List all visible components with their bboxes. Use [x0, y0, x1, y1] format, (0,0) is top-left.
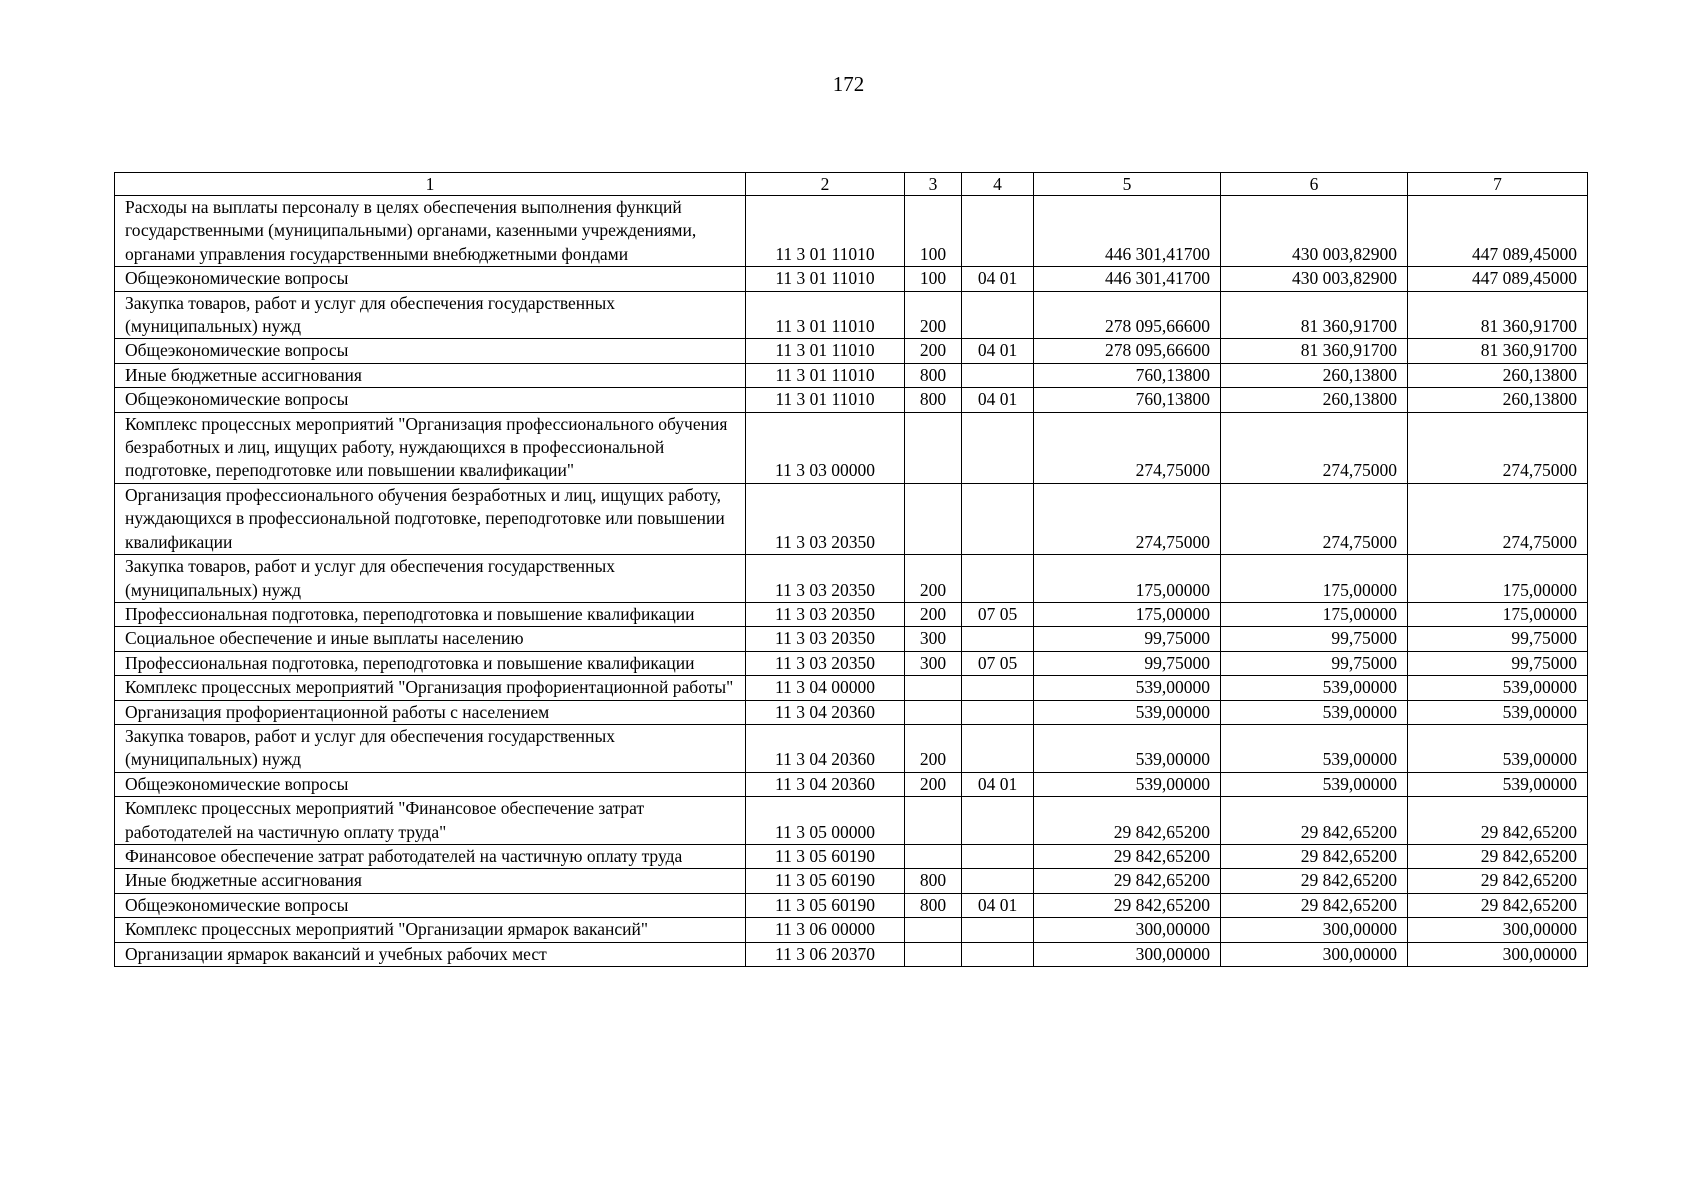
amount-col5-cell: 99,75000: [1034, 651, 1221, 675]
expense-type-cell: 200: [905, 339, 962, 363]
item-name-cell: Иные бюджетные ассигнования: [115, 363, 746, 387]
section-cell: [962, 797, 1034, 845]
amount-col5-cell: 274,75000: [1034, 412, 1221, 483]
table-row: [115, 363, 1588, 387]
item-name-cell: Закупка товаров, работ и услуг для обеспечения государственных (муниципальных) нужд: [115, 724, 746, 772]
amount-col7-cell: 300,00000: [1408, 918, 1588, 942]
amount-col6-cell: 29 842,65200: [1221, 869, 1408, 893]
table-row: [115, 483, 1588, 554]
expense-type-cell: [905, 412, 962, 483]
table-row: [115, 339, 1588, 363]
table-row: [115, 651, 1588, 675]
item-name-cell: Общеэкономические вопросы: [115, 339, 746, 363]
target-article-cell: 11 3 01 11010: [746, 196, 905, 267]
item-name-cell: Иные бюджетные ассигнования: [115, 869, 746, 893]
amount-col5-cell: 539,00000: [1034, 772, 1221, 796]
amount-col7-cell: 274,75000: [1408, 412, 1588, 483]
amount-col7-cell: 81 360,91700: [1408, 339, 1588, 363]
section-cell: [962, 412, 1034, 483]
amount-col6-cell: 300,00000: [1221, 918, 1408, 942]
table-row: [115, 772, 1588, 796]
item-name-cell: Расходы на выплаты персоналу в целях обеспечения выполнения функций государственными (муниципальными) органами, казенными учреждениями, органами управления государственными внебюджетными фондами: [115, 196, 746, 267]
amount-col6-cell: 539,00000: [1221, 676, 1408, 700]
expense-type-cell: 200: [905, 602, 962, 626]
item-name-cell: Общеэкономические вопросы: [115, 772, 746, 796]
section-cell: [962, 844, 1034, 868]
amount-col7-cell: 260,13800: [1408, 388, 1588, 412]
item-name-cell: Комплекс процессных мероприятий "Организация профориентационной работы": [115, 676, 746, 700]
item-name-cell: Закупка товаров, работ и услуг для обеспечения государственных (муниципальных) нужд: [115, 555, 746, 603]
amount-col5-cell: 274,75000: [1034, 483, 1221, 554]
table-row: [115, 291, 1588, 339]
amount-col6-cell: 300,00000: [1221, 942, 1408, 966]
amount-col5-cell: 29 842,65200: [1034, 844, 1221, 868]
section-cell: [962, 724, 1034, 772]
amount-col5-cell: 300,00000: [1034, 942, 1221, 966]
table-row: [115, 869, 1588, 893]
amount-col7-cell: 274,75000: [1408, 483, 1588, 554]
amount-col5-cell: 446 301,41700: [1034, 267, 1221, 291]
expense-type-cell: 100: [905, 267, 962, 291]
header-cell: 5: [1034, 173, 1221, 196]
item-name-cell: Профессиональная подготовка, переподготовка и повышение квалификации: [115, 651, 746, 675]
amount-col6-cell: 99,75000: [1221, 651, 1408, 675]
amount-col6-cell: 430 003,82900: [1221, 267, 1408, 291]
section-cell: [962, 627, 1034, 651]
target-article-cell: 11 3 03 20350: [746, 627, 905, 651]
target-article-cell: 11 3 01 11010: [746, 388, 905, 412]
section-cell: 04 01: [962, 893, 1034, 917]
amount-col7-cell: 447 089,45000: [1408, 196, 1588, 267]
expense-type-cell: 200: [905, 291, 962, 339]
expense-type-cell: [905, 942, 962, 966]
expense-type-cell: [905, 700, 962, 724]
target-article-cell: 11 3 04 20360: [746, 772, 905, 796]
table-row: [115, 918, 1588, 942]
amount-col5-cell: 29 842,65200: [1034, 797, 1221, 845]
target-article-cell: 11 3 01 11010: [746, 267, 905, 291]
item-name-cell: Комплекс процессных мероприятий "Организации ярмарок вакансий": [115, 918, 746, 942]
amount-col7-cell: 81 360,91700: [1408, 291, 1588, 339]
section-cell: [962, 555, 1034, 603]
section-cell: [962, 363, 1034, 387]
expense-type-cell: 300: [905, 651, 962, 675]
amount-col6-cell: 539,00000: [1221, 724, 1408, 772]
amount-col7-cell: 175,00000: [1408, 555, 1588, 603]
amount-col6-cell: 539,00000: [1221, 772, 1408, 796]
target-article-cell: 11 3 05 60190: [746, 869, 905, 893]
amount-col5-cell: 539,00000: [1034, 676, 1221, 700]
header-row: [115, 173, 1588, 196]
amount-col5-cell: 175,00000: [1034, 602, 1221, 626]
amount-col7-cell: 99,75000: [1408, 627, 1588, 651]
section-cell: 04 01: [962, 267, 1034, 291]
target-article-cell: 11 3 03 00000: [746, 412, 905, 483]
target-article-cell: 11 3 03 20350: [746, 555, 905, 603]
amount-col7-cell: 29 842,65200: [1408, 844, 1588, 868]
section-cell: [962, 700, 1034, 724]
amount-col7-cell: 260,13800: [1408, 363, 1588, 387]
amount-col7-cell: 300,00000: [1408, 942, 1588, 966]
section-cell: 07 05: [962, 602, 1034, 626]
expense-type-cell: 800: [905, 363, 962, 387]
header-cell: 4: [962, 173, 1034, 196]
target-article-cell: 11 3 06 00000: [746, 918, 905, 942]
item-name-cell: Организация профориентационной работы с населением: [115, 700, 746, 724]
target-article-cell: 11 3 01 11010: [746, 291, 905, 339]
item-name-cell: Общеэкономические вопросы: [115, 388, 746, 412]
expense-type-cell: 300: [905, 627, 962, 651]
expense-type-cell: 200: [905, 724, 962, 772]
target-article-cell: 11 3 03 20350: [746, 483, 905, 554]
item-name-cell: Общеэкономические вопросы: [115, 267, 746, 291]
budget-table: [114, 172, 1588, 967]
section-cell: [962, 918, 1034, 942]
amount-col5-cell: 175,00000: [1034, 555, 1221, 603]
table-row: [115, 700, 1588, 724]
amount-col6-cell: 274,75000: [1221, 483, 1408, 554]
amount-col6-cell: 274,75000: [1221, 412, 1408, 483]
header-cell: 3: [905, 173, 962, 196]
table-body: [115, 173, 1588, 967]
expense-type-cell: 800: [905, 869, 962, 893]
amount-col7-cell: 29 842,65200: [1408, 893, 1588, 917]
table-row: [115, 196, 1588, 267]
table-row: [115, 724, 1588, 772]
amount-col6-cell: 99,75000: [1221, 627, 1408, 651]
table-row: [115, 844, 1588, 868]
table-row: [115, 412, 1588, 483]
target-article-cell: 11 3 03 20350: [746, 602, 905, 626]
table-row: [115, 942, 1588, 966]
table-row: [115, 267, 1588, 291]
item-name-cell: Общеэкономические вопросы: [115, 893, 746, 917]
header-cell: 6: [1221, 173, 1408, 196]
table-row: [115, 893, 1588, 917]
amount-col5-cell: 29 842,65200: [1034, 869, 1221, 893]
amount-col6-cell: 29 842,65200: [1221, 797, 1408, 845]
item-name-cell: Закупка товаров, работ и услуг для обеспечения государственных (муниципальных) нужд: [115, 291, 746, 339]
amount-col6-cell: 29 842,65200: [1221, 893, 1408, 917]
target-article-cell: 11 3 04 20360: [746, 700, 905, 724]
expense-type-cell: [905, 483, 962, 554]
item-name-cell: Организации ярмарок вакансий и учебных рабочих мест: [115, 942, 746, 966]
section-cell: [962, 291, 1034, 339]
target-article-cell: 11 3 01 11010: [746, 363, 905, 387]
table-row: [115, 627, 1588, 651]
amount-col5-cell: 539,00000: [1034, 700, 1221, 724]
item-name-cell: Профессиональная подготовка, переподготовка и повышение квалификации: [115, 602, 746, 626]
amount-col5-cell: 29 842,65200: [1034, 893, 1221, 917]
amount-col7-cell: 175,00000: [1408, 602, 1588, 626]
amount-col6-cell: 260,13800: [1221, 388, 1408, 412]
target-article-cell: 11 3 05 60190: [746, 893, 905, 917]
target-article-cell: 11 3 03 20350: [746, 651, 905, 675]
section-cell: [962, 676, 1034, 700]
amount-col5-cell: 99,75000: [1034, 627, 1221, 651]
amount-col7-cell: 447 089,45000: [1408, 267, 1588, 291]
item-name-cell: Организация профессионального обучения безработных и лиц, ищущих работу, нуждающихся в профессиональной подготовке, переподготовке или повышении квалификации: [115, 483, 746, 554]
amount-col6-cell: 81 360,91700: [1221, 339, 1408, 363]
amount-col7-cell: 539,00000: [1408, 724, 1588, 772]
item-name-cell: Финансовое обеспечение затрат работодателей на частичную оплату труда: [115, 844, 746, 868]
section-cell: [962, 869, 1034, 893]
amount-col7-cell: 29 842,65200: [1408, 869, 1588, 893]
target-article-cell: 11 3 04 00000: [746, 676, 905, 700]
target-article-cell: 11 3 04 20360: [746, 724, 905, 772]
section-cell: 04 01: [962, 772, 1034, 796]
page-number: 172: [832, 72, 865, 96]
table-row: [115, 555, 1588, 603]
amount-col5-cell: 278 095,66600: [1034, 291, 1221, 339]
amount-col7-cell: 99,75000: [1408, 651, 1588, 675]
section-cell: [962, 483, 1034, 554]
header-cell: 7: [1408, 173, 1588, 196]
item-name-cell: Социальное обеспечение и иные выплаты населению: [115, 627, 746, 651]
expense-type-cell: [905, 844, 962, 868]
section-cell: [962, 196, 1034, 267]
amount-col5-cell: 278 095,66600: [1034, 339, 1221, 363]
item-name-cell: Комплекс процессных мероприятий "Финансовое обеспечение затрат работодателей на частичную оплату труда": [115, 797, 746, 845]
amount-col7-cell: 29 842,65200: [1408, 797, 1588, 845]
amount-col5-cell: 760,13800: [1034, 388, 1221, 412]
target-article-cell: 11 3 06 20370: [746, 942, 905, 966]
amount-col5-cell: 446 301,41700: [1034, 196, 1221, 267]
amount-col7-cell: 539,00000: [1408, 772, 1588, 796]
expense-type-cell: [905, 676, 962, 700]
amount-col6-cell: 260,13800: [1221, 363, 1408, 387]
header-cell: 2: [746, 173, 905, 196]
amount-col6-cell: 175,00000: [1221, 602, 1408, 626]
table-row: [115, 676, 1588, 700]
section-cell: 07 05: [962, 651, 1034, 675]
amount-col5-cell: 760,13800: [1034, 363, 1221, 387]
target-article-cell: 11 3 01 11010: [746, 339, 905, 363]
amount-col6-cell: 29 842,65200: [1221, 844, 1408, 868]
expense-type-cell: 200: [905, 772, 962, 796]
expense-type-cell: 100: [905, 196, 962, 267]
target-article-cell: 11 3 05 60190: [746, 844, 905, 868]
amount-col7-cell: 539,00000: [1408, 676, 1588, 700]
amount-col6-cell: 81 360,91700: [1221, 291, 1408, 339]
expense-type-cell: [905, 797, 962, 845]
amount-col6-cell: 430 003,82900: [1221, 196, 1408, 267]
amount-col5-cell: 300,00000: [1034, 918, 1221, 942]
amount-col5-cell: 539,00000: [1034, 724, 1221, 772]
table-row: [115, 797, 1588, 845]
amount-col7-cell: 539,00000: [1408, 700, 1588, 724]
section-cell: 04 01: [962, 388, 1034, 412]
table-row: [115, 388, 1588, 412]
expense-type-cell: 800: [905, 388, 962, 412]
expense-type-cell: 800: [905, 893, 962, 917]
target-article-cell: 11 3 05 00000: [746, 797, 905, 845]
header-cell: 1: [115, 173, 746, 196]
expense-type-cell: [905, 918, 962, 942]
section-cell: 04 01: [962, 339, 1034, 363]
amount-col6-cell: 539,00000: [1221, 700, 1408, 724]
item-name-cell: Комплекс процессных мероприятий "Организация профессионального обучения безработных и лиц, ищущих работу, нуждающихся в профессиональной подготовке, переподготовке или повышении квалификации": [115, 412, 746, 483]
expense-type-cell: 200: [905, 555, 962, 603]
amount-col6-cell: 175,00000: [1221, 555, 1408, 603]
table-row: [115, 602, 1588, 626]
section-cell: [962, 942, 1034, 966]
